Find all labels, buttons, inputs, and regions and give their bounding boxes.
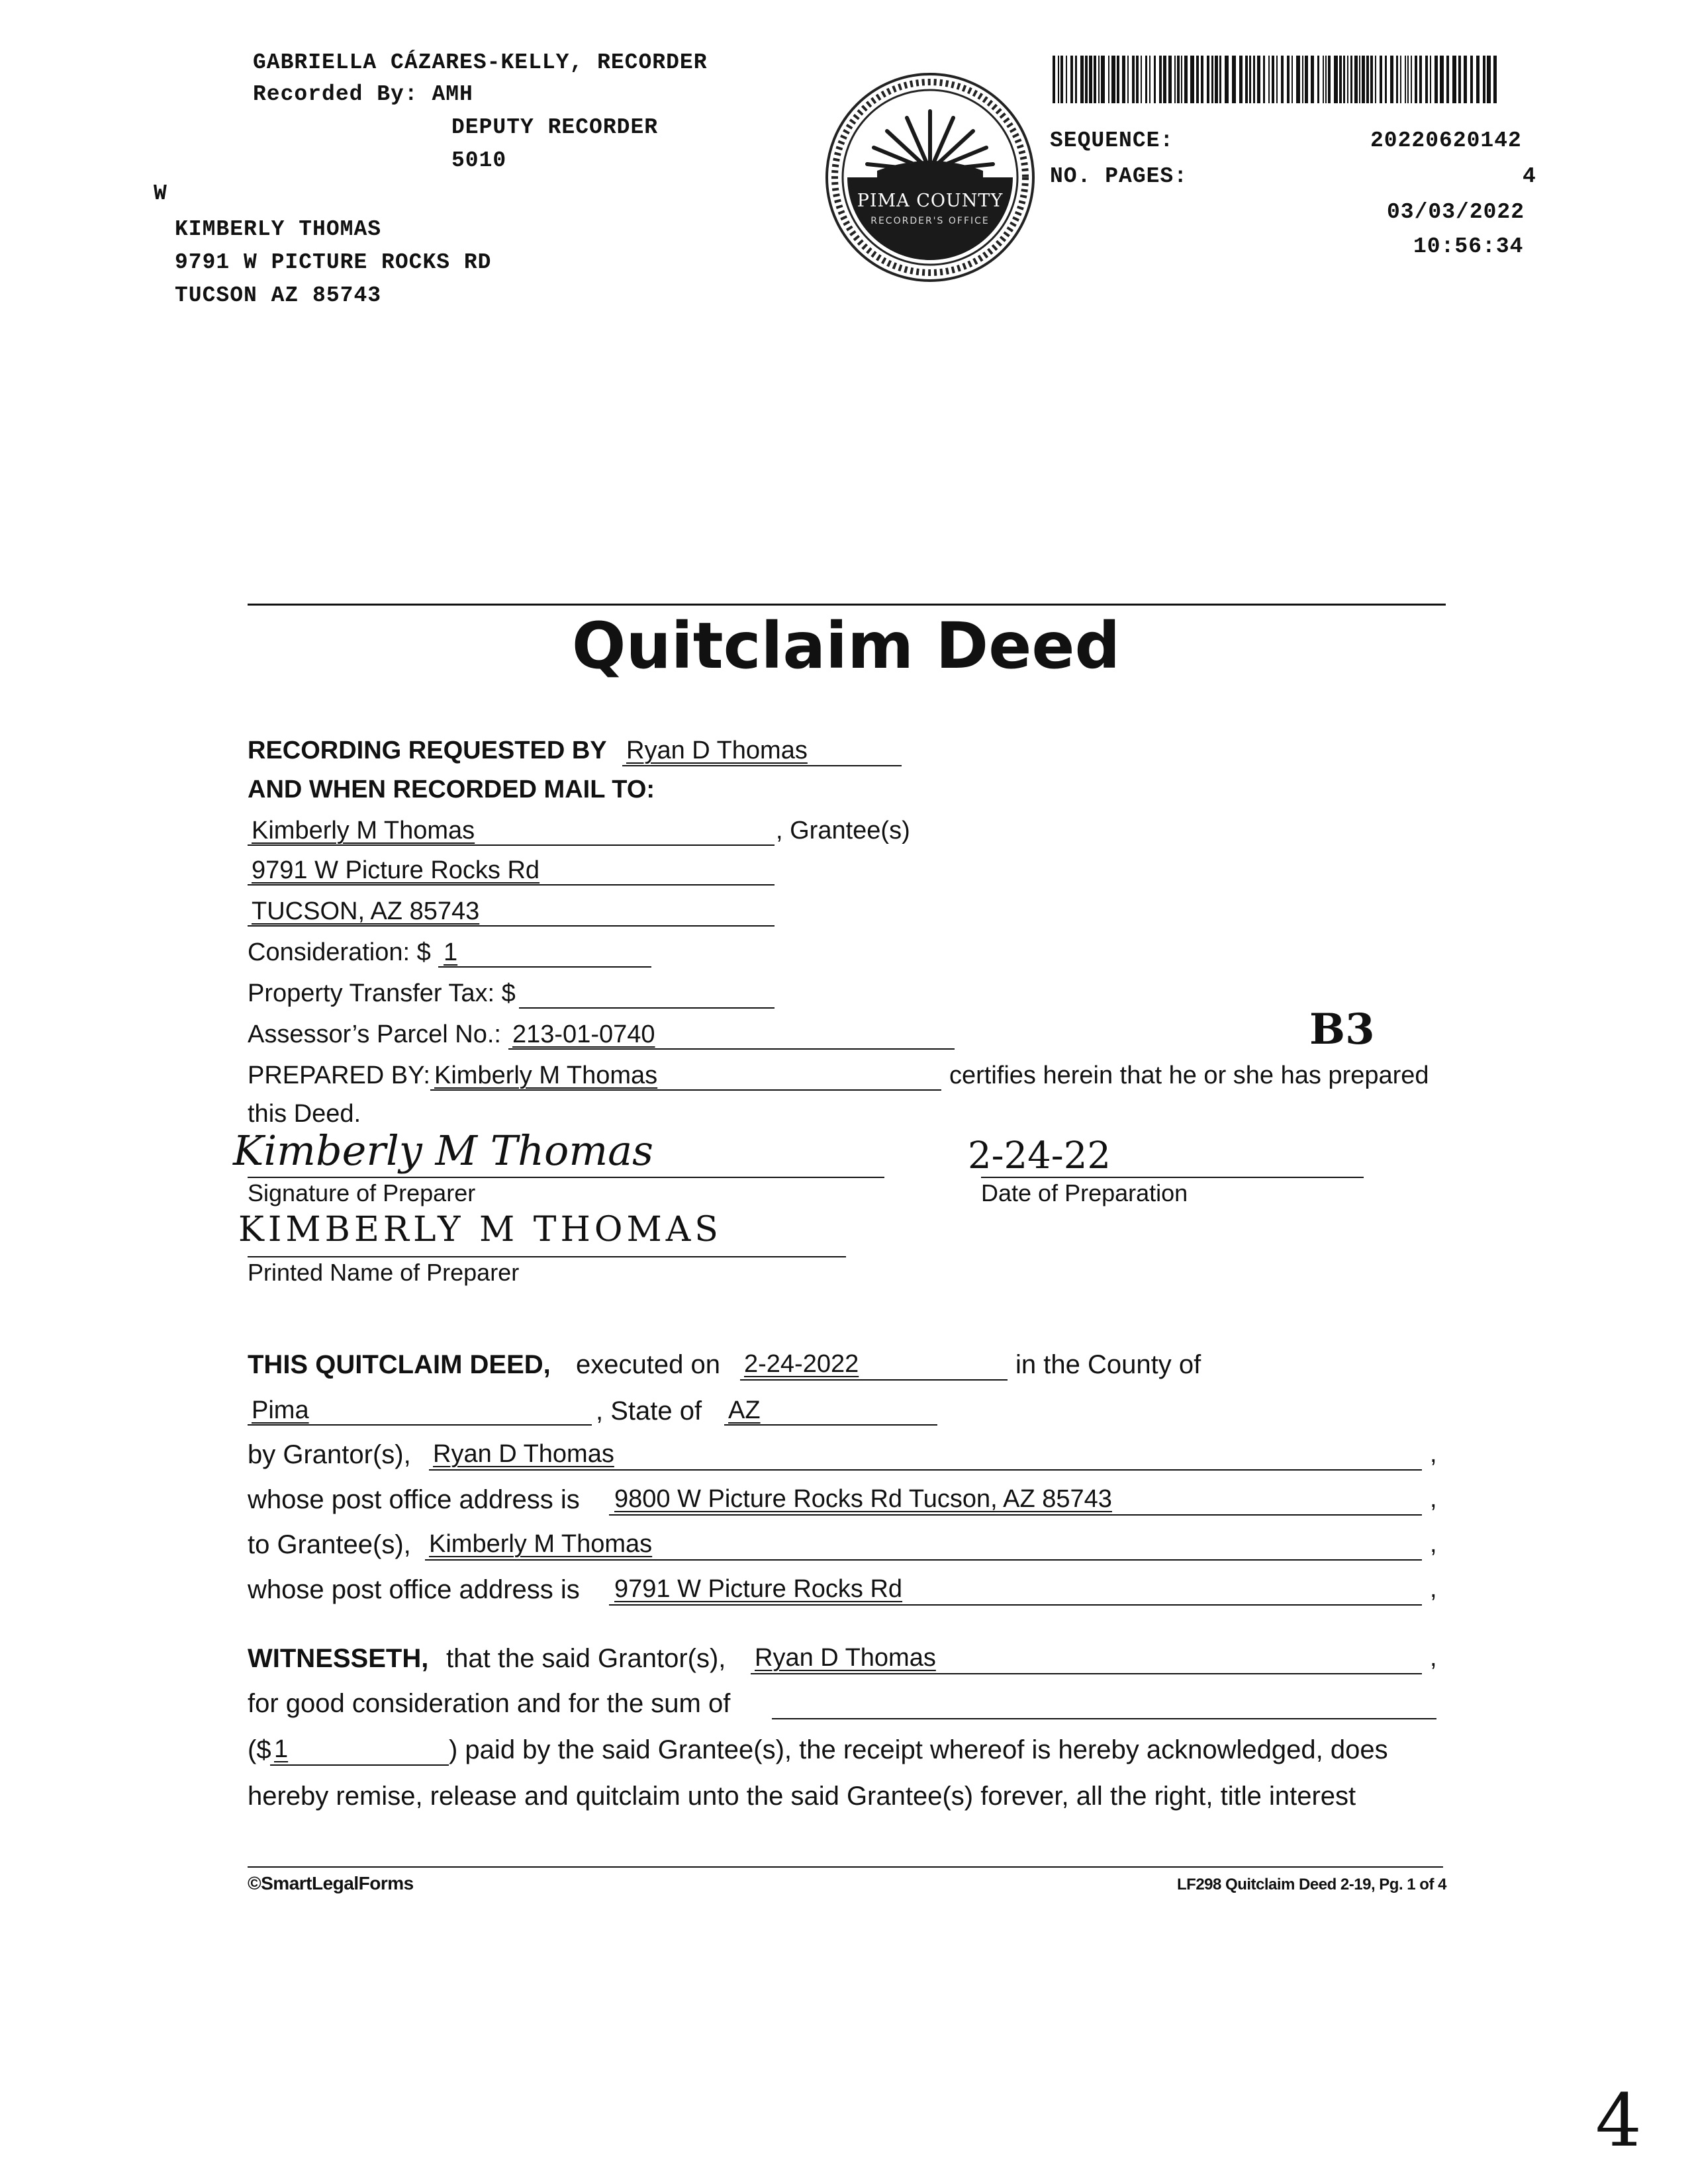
barcode-bar (1325, 56, 1327, 103)
barcode-bar (1385, 56, 1387, 103)
barcode-bar (1159, 56, 1162, 103)
barcode-bar (1396, 56, 1398, 103)
barcode-bar (1470, 56, 1473, 103)
barcode-bar (1219, 56, 1221, 103)
barcode-bar (1111, 56, 1115, 103)
barcode-bar (1366, 56, 1369, 103)
witnesseth-grantor-line (751, 1673, 1422, 1674)
barcode-bar (1108, 56, 1109, 103)
grantor-address-value: 9800 W Picture Rocks Rd Tucson, AZ 85743 (614, 1485, 1112, 1513)
barcode-bar (1268, 56, 1270, 103)
barcode-bar (1141, 56, 1142, 103)
witnesseth-comma: , (1430, 1644, 1437, 1672)
consideration-label: Consideration: $ (248, 938, 431, 966)
executed-on-label: executed on (576, 1350, 720, 1379)
recorded-by: Recorded By: AMH (253, 82, 473, 107)
barcode-bar (1253, 56, 1255, 103)
footer-form-id: LF298 Quitclaim Deed 2-19, Pg. 1 of 4 (1177, 1876, 1446, 1893)
barcode-bar (1066, 56, 1067, 103)
seal-subtitle: RECORDER'S OFFICE (870, 216, 990, 226)
barcode-bar (1411, 56, 1412, 103)
prepared-by-continuation: this Deed. (248, 1100, 361, 1128)
barcode-bar (1400, 56, 1401, 103)
recording-requested-line (622, 765, 902, 766)
amount-line (270, 1764, 449, 1766)
grantor-value: Ryan D Thomas (433, 1440, 614, 1468)
barcode-bar (1334, 56, 1338, 103)
grantor-address-comma: , (1430, 1485, 1437, 1513)
barcode-bar (1272, 56, 1274, 103)
transfer-tax-line (519, 1007, 775, 1009)
barcode-bar (1362, 56, 1365, 103)
barcode-bar (1101, 56, 1105, 103)
preparation-date-handwritten: 2-24-22 (968, 1134, 1111, 1177)
footer-rule (248, 1866, 1443, 1868)
barcode-bar (1089, 56, 1092, 103)
recording-date: 03/03/2022 (1387, 200, 1525, 224)
execution-date: 2-24-2022 (744, 1350, 859, 1378)
mail-to-name-line (248, 844, 775, 846)
footer-brand: ©SmartLegalForms (248, 1873, 414, 1893)
barcode-bar (1174, 56, 1176, 103)
barcode-bar (1127, 56, 1129, 103)
grantee-comma: , (1430, 1530, 1437, 1558)
barcode-bar (1347, 56, 1348, 103)
barcode-bar (1053, 56, 1055, 103)
barcode-bar (1440, 56, 1444, 103)
barcode-bar (1483, 56, 1485, 103)
preparation-date-line (981, 1177, 1364, 1178)
barcode-bar (1343, 56, 1345, 103)
parcel-handwritten-note: B3 (1309, 1005, 1375, 1054)
barcode-bar (1370, 56, 1373, 103)
barcode-bar (1058, 56, 1059, 103)
barcode-bar (1446, 56, 1449, 103)
parcel-label: Assessor’s Parcel No.: (248, 1021, 501, 1048)
barcode-bar (1434, 56, 1438, 103)
county-seal (821, 71, 1039, 283)
state-value: AZ (728, 1396, 761, 1424)
barcode-bar (1380, 56, 1382, 103)
barcode-bar (1181, 56, 1182, 103)
barcode-bar (1145, 56, 1147, 103)
mail-name: KIMBERLY THOMAS (175, 217, 382, 242)
barcode-bar (1132, 56, 1135, 103)
county-of-label: in the County of (1015, 1350, 1201, 1379)
barcode-bar (1302, 56, 1303, 103)
barcode-bar (1080, 56, 1084, 103)
barcode-bar (1154, 56, 1156, 103)
mail-to-label: AND WHEN RECORDED MAIL TO: (248, 776, 655, 803)
grantor-comma: , (1430, 1440, 1437, 1468)
barcode-bar (1464, 56, 1467, 103)
transfer-tax-label: Property Transfer Tax: $ (248, 979, 516, 1007)
preparation-date-label: Date of Preparation (981, 1179, 1188, 1206)
barcode-bar (1239, 56, 1243, 103)
recording-time: 10:56:34 (1413, 234, 1524, 259)
seal-graphic (821, 71, 1039, 283)
barcode-bar (1430, 56, 1431, 103)
title-rule (248, 604, 1446, 606)
grantee-address-comma: , (1430, 1575, 1437, 1603)
mail-city: TUCSON AZ 85743 (175, 283, 382, 308)
pages-value: 4 (1523, 164, 1536, 189)
barcode-bar (1122, 56, 1125, 103)
barcode-bar (1458, 56, 1461, 103)
execution-date-line (740, 1379, 1008, 1381)
printed-name-label: Printed Name of Preparer (248, 1259, 520, 1286)
barcode-bar (1350, 56, 1352, 103)
barcode-bar (1415, 56, 1417, 103)
barcode-bar (1207, 56, 1209, 103)
barcode-bar (1407, 56, 1409, 103)
deed-intro: THIS QUITCLAIM DEED, (248, 1350, 551, 1379)
barcode-bar (1075, 56, 1077, 103)
barcode-bar (1405, 56, 1406, 103)
grantee-line (425, 1559, 1422, 1561)
witnesseth-text: that the said Grantor(s), (446, 1644, 726, 1673)
mail-to-street: 9791 W Picture Rocks Rd (252, 856, 540, 884)
printed-name-line (248, 1256, 846, 1257)
prepared-by-label: PREPARED BY: (248, 1062, 430, 1089)
state-line (724, 1424, 937, 1426)
grantor-address-line (609, 1514, 1422, 1516)
barcode-bar (1452, 56, 1456, 103)
barcode-bar (1163, 56, 1166, 103)
sum-line (772, 1718, 1436, 1719)
barcode-bar (1263, 56, 1265, 103)
barcode-bar (1493, 56, 1497, 103)
parcel-value: 213-01-0740 (512, 1021, 655, 1048)
barcode-bar (1317, 56, 1319, 103)
recording-requested-label: RECORDING REQUESTED BY (248, 737, 607, 764)
amount-value: 1 (274, 1735, 289, 1763)
barcode-bar (1339, 56, 1342, 103)
deputy-number: 5010 (451, 148, 507, 173)
recording-code: W (154, 181, 167, 206)
barcode-bar (1328, 56, 1331, 103)
final-line: hereby remise, release and quitclaim unto the said Grantee(s) forever, all the right, title interest (248, 1782, 1356, 1811)
barcode-bar (1211, 56, 1213, 103)
barcode-bar (1184, 56, 1188, 103)
barcode-bar (1425, 56, 1428, 103)
parcel-line (508, 1048, 955, 1050)
county-value: Pima (252, 1396, 309, 1424)
grantee-address-label: whose post office address is (248, 1575, 580, 1604)
barcode-bar (1375, 56, 1376, 103)
pages-label: NO. PAGES: (1050, 164, 1188, 189)
printed-name-handwritten: KIMBERLY M THOMAS (238, 1210, 722, 1250)
grantee-value: Kimberly M Thomas (429, 1530, 653, 1558)
barcode-bar (1323, 56, 1324, 103)
barcode-bar (1149, 56, 1151, 103)
page-title: Quitclaim Deed (571, 609, 1121, 683)
sequence-value: 20220620142 (1370, 128, 1522, 153)
barcode-bar (1060, 56, 1063, 103)
barcode-bar (1476, 56, 1480, 103)
barcode-bar (1281, 56, 1284, 103)
signature-line (248, 1177, 884, 1178)
witnesseth-grantor: Ryan D Thomas (755, 1644, 936, 1672)
barcode-bar (1287, 56, 1290, 103)
consideration-line (438, 966, 651, 968)
barcode-bar (1390, 56, 1393, 103)
sequence-label: SEQUENCE: (1050, 128, 1174, 153)
deputy-recorder: DEPUTY RECORDER (451, 115, 659, 140)
barcode-bar (1094, 56, 1096, 103)
barcode-bar (1296, 56, 1300, 103)
barcode-bar (1232, 56, 1236, 103)
sum-label: for good consideration and for the sum of (248, 1689, 731, 1718)
barcode (1053, 56, 1500, 103)
barcode-bar (1215, 56, 1218, 103)
prepared-by-certifies: certifies herein that he or she has prepared (949, 1062, 1429, 1089)
by-grantor-label: by Grantor(s), (248, 1440, 411, 1469)
recording-requested-value: Ryan D Thomas (626, 737, 808, 764)
prepared-by-line (430, 1089, 941, 1091)
barcode-bar (1249, 56, 1251, 103)
barcode-bar (1305, 56, 1308, 103)
mail-to-city-line (248, 925, 775, 927)
to-grantee-label: to Grantee(s), (248, 1530, 411, 1559)
barcode-bar (1168, 56, 1172, 103)
barcode-bar (1225, 56, 1229, 103)
barcode-bar (1276, 56, 1278, 103)
mail-to-name: Kimberly M Thomas (252, 817, 475, 844)
mail-to-street-line (248, 884, 775, 886)
recorder-name: GABRIELLA CÁZARES-KELLY, RECORDER (253, 50, 708, 75)
amount-open: ($ (248, 1735, 271, 1764)
mail-to-city: TUCSON, AZ 85743 (252, 897, 480, 925)
grantee-address-line (609, 1604, 1422, 1606)
barcode-bar (1359, 56, 1360, 103)
barcode-bar (1354, 56, 1358, 103)
barcode-bar (1292, 56, 1293, 103)
prepared-by-value: Kimberly M Thomas (434, 1062, 658, 1089)
preparer-signature: Kimberly M Thomas (233, 1126, 653, 1175)
county-line (248, 1424, 592, 1426)
barcode-bar (1085, 56, 1088, 103)
barcode-bar (1311, 56, 1314, 103)
barcode-bar (1070, 56, 1073, 103)
barcode-bar (1190, 56, 1194, 103)
grantee-suffix: , Grantee(s) (776, 817, 910, 844)
witnesseth-bold: WITNESSETH, (248, 1644, 429, 1673)
grantor-address-label: whose post office address is (248, 1485, 580, 1514)
barcode-bar (1257, 56, 1260, 103)
signature-label: Signature of Preparer (248, 1179, 476, 1206)
barcode-bar (1136, 56, 1139, 103)
barcode-bar (1196, 56, 1199, 103)
seal-title: PIMA COUNTY (857, 191, 1004, 211)
consideration-value: 1 (444, 938, 458, 966)
grantor-line (429, 1469, 1422, 1471)
barcode-bar (1419, 56, 1422, 103)
barcode-bar (1487, 56, 1491, 103)
paid-text: ) paid by the said Grantee(s), the receipt whereof is hereby acknowledged, does (449, 1735, 1388, 1764)
handwritten-page-mark: 4 (1595, 2078, 1642, 2163)
barcode-bar (1177, 56, 1180, 103)
barcode-bar (1117, 56, 1119, 103)
mail-street: 9791 W PICTURE ROCKS RD (175, 250, 492, 275)
barcode-bar (1201, 56, 1203, 103)
barcode-bar (1098, 56, 1100, 103)
barcode-bar (1245, 56, 1248, 103)
state-of-label: , State of (596, 1396, 702, 1426)
grantee-address-value: 9791 W Picture Rocks Rd (614, 1575, 903, 1603)
